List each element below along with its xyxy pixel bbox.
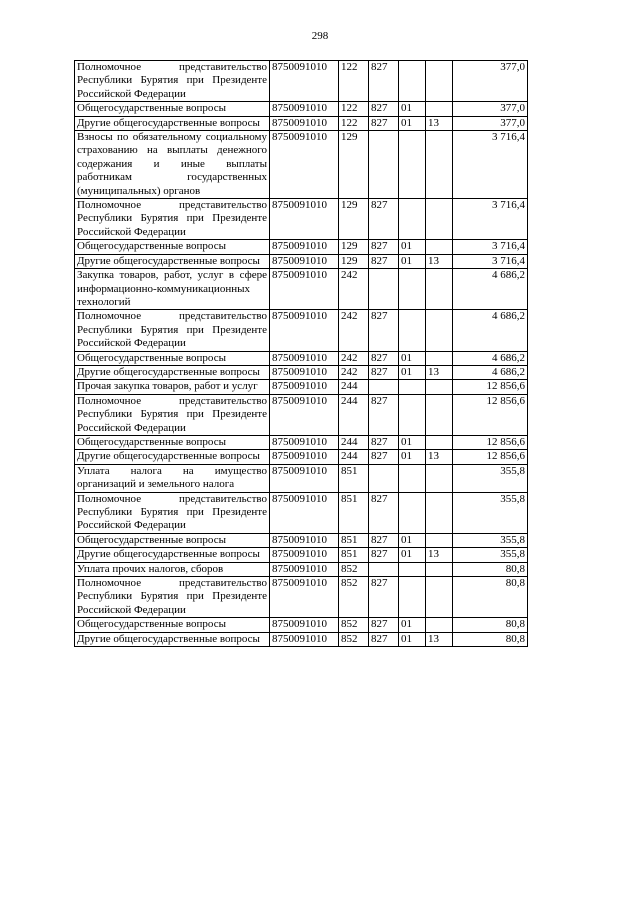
cell-csr: 8750091010 [270, 199, 339, 240]
cell-pr [426, 435, 453, 449]
cell-csr: 8750091010 [270, 310, 339, 351]
cell-gr: 827 [369, 435, 399, 449]
cell-vr: 852 [339, 562, 369, 576]
table-row [75, 254, 528, 268]
cell-rz: 01 [399, 254, 426, 268]
cell-csr: 8750091010 [270, 577, 339, 618]
cell-csr: 8750091010 [270, 61, 339, 102]
cell-sum: 4 686,2 [453, 310, 528, 351]
cell-rz [399, 562, 426, 576]
cell-name: Общегосударственные вопросы [75, 435, 270, 449]
cell-rz [399, 131, 426, 199]
cell-pr: 13 [426, 254, 453, 268]
cell-rz: 01 [399, 351, 426, 365]
cell-pr [426, 240, 453, 254]
cell-rz [399, 380, 426, 394]
cell-csr: 8750091010 [270, 464, 339, 492]
cell-rz [399, 492, 426, 533]
table-row [75, 533, 528, 547]
cell-rz [399, 577, 426, 618]
cell-rz [399, 269, 426, 310]
cell-sum: 4 686,2 [453, 351, 528, 365]
cell-gr: 827 [369, 254, 399, 268]
cell-rz [399, 310, 426, 351]
cell-gr: 827 [369, 365, 399, 379]
table-row [75, 61, 528, 102]
cell-gr: 827 [369, 240, 399, 254]
table-row [75, 240, 528, 254]
budget-table [74, 60, 528, 647]
cell-csr: 8750091010 [270, 548, 339, 562]
cell-pr [426, 492, 453, 533]
cell-rz: 01 [399, 632, 426, 646]
cell-gr: 827 [369, 548, 399, 562]
cell-vr: 244 [339, 450, 369, 464]
cell-name: Полномочное представительство Республики Бурятия при Президенте Российской Федерации [75, 61, 270, 102]
table-row [75, 562, 528, 576]
cell-gr: 827 [369, 618, 399, 632]
cell-csr: 8750091010 [270, 618, 339, 632]
cell-pr: 13 [426, 548, 453, 562]
cell-vr: 852 [339, 632, 369, 646]
cell-name: Общегосударственные вопросы [75, 533, 270, 547]
cell-sum: 12 856,6 [453, 435, 528, 449]
cell-sum: 12 856,6 [453, 380, 528, 394]
cell-rz [399, 464, 426, 492]
cell-gr: 827 [369, 577, 399, 618]
cell-name: Общегосударственные вопросы [75, 102, 270, 116]
cell-pr [426, 533, 453, 547]
cell-sum: 355,8 [453, 548, 528, 562]
cell-vr: 244 [339, 380, 369, 394]
cell-gr: 827 [369, 116, 399, 130]
cell-sum: 80,8 [453, 618, 528, 632]
table-row [75, 310, 528, 351]
cell-vr: 851 [339, 492, 369, 533]
cell-sum: 3 716,4 [453, 199, 528, 240]
cell-name: Другие общегосударственные вопросы [75, 116, 270, 130]
cell-csr: 8750091010 [270, 240, 339, 254]
table-row [75, 492, 528, 533]
cell-name: Полномочное представительство Республики Бурятия при Президенте Российской Федерации [75, 577, 270, 618]
cell-gr: 827 [369, 351, 399, 365]
cell-csr: 8750091010 [270, 269, 339, 310]
cell-rz: 01 [399, 102, 426, 116]
cell-gr: 827 [369, 61, 399, 102]
cell-vr: 122 [339, 116, 369, 130]
cell-rz: 01 [399, 365, 426, 379]
table-row [75, 269, 528, 310]
cell-sum: 377,0 [453, 116, 528, 130]
cell-rz [399, 394, 426, 435]
cell-vr: 129 [339, 199, 369, 240]
cell-gr [369, 464, 399, 492]
cell-sum: 377,0 [453, 61, 528, 102]
cell-rz: 01 [399, 240, 426, 254]
cell-gr [369, 562, 399, 576]
cell-vr: 129 [339, 131, 369, 199]
cell-gr: 827 [369, 199, 399, 240]
cell-sum: 355,8 [453, 464, 528, 492]
cell-csr: 8750091010 [270, 562, 339, 576]
table-row [75, 577, 528, 618]
cell-name: Уплата прочих налогов, сборов [75, 562, 270, 576]
cell-gr [369, 131, 399, 199]
cell-sum: 355,8 [453, 492, 528, 533]
table-row [75, 464, 528, 492]
cell-rz [399, 61, 426, 102]
cell-pr [426, 464, 453, 492]
table-row [75, 435, 528, 449]
table-row [75, 365, 528, 379]
cell-sum: 3 716,4 [453, 254, 528, 268]
cell-vr: 242 [339, 365, 369, 379]
cell-name: Полномочное представительство Республики Бурятия при Президенте Российской Федерации [75, 394, 270, 435]
cell-rz: 01 [399, 435, 426, 449]
cell-sum: 377,0 [453, 102, 528, 116]
cell-pr [426, 310, 453, 351]
cell-name: Взносы по обязательному социальному страхованию на выплаты денежного содержания и иные выплаты работникам государственных (муниципальных) органов [75, 131, 270, 199]
cell-pr [426, 61, 453, 102]
table-body [75, 61, 528, 647]
cell-pr [426, 199, 453, 240]
cell-name: Другие общегосударственные вопросы [75, 632, 270, 646]
table-row [75, 351, 528, 365]
table-row [75, 380, 528, 394]
cell-sum: 80,8 [453, 632, 528, 646]
cell-vr: 852 [339, 618, 369, 632]
cell-vr: 851 [339, 548, 369, 562]
cell-csr: 8750091010 [270, 632, 339, 646]
cell-rz: 01 [399, 450, 426, 464]
cell-pr [426, 562, 453, 576]
cell-gr [369, 269, 399, 310]
cell-csr: 8750091010 [270, 351, 339, 365]
cell-sum: 355,8 [453, 533, 528, 547]
cell-pr [426, 394, 453, 435]
cell-gr [369, 380, 399, 394]
cell-gr: 827 [369, 632, 399, 646]
cell-sum: 3 716,4 [453, 131, 528, 199]
cell-name: Другие общегосударственные вопросы [75, 254, 270, 268]
cell-name: Общегосударственные вопросы [75, 618, 270, 632]
page-number: 298 [311, 30, 329, 42]
cell-pr [426, 618, 453, 632]
table-row [75, 199, 528, 240]
cell-sum: 80,8 [453, 577, 528, 618]
cell-vr: 242 [339, 351, 369, 365]
cell-rz: 01 [399, 548, 426, 562]
cell-sum: 12 856,6 [453, 394, 528, 435]
cell-pr: 13 [426, 632, 453, 646]
cell-pr [426, 577, 453, 618]
cell-pr [426, 351, 453, 365]
cell-name: Другие общегосударственные вопросы [75, 450, 270, 464]
cell-name: Другие общегосударственные вопросы [75, 365, 270, 379]
cell-pr [426, 131, 453, 199]
cell-vr: 852 [339, 577, 369, 618]
cell-gr: 827 [369, 394, 399, 435]
cell-vr: 129 [339, 240, 369, 254]
cell-name: Полномочное представительство Республики Бурятия при Президенте Российской Федерации [75, 492, 270, 533]
cell-name: Общегосударственные вопросы [75, 240, 270, 254]
cell-csr: 8750091010 [270, 116, 339, 130]
table-row [75, 632, 528, 646]
cell-sum: 12 856,6 [453, 450, 528, 464]
table-row [75, 102, 528, 116]
cell-csr: 8750091010 [270, 131, 339, 199]
cell-csr: 8750091010 [270, 492, 339, 533]
cell-name: Полномочное представительство Республики Бурятия при Президенте Российской Федерации [75, 310, 270, 351]
cell-gr: 827 [369, 450, 399, 464]
cell-sum: 4 686,2 [453, 269, 528, 310]
cell-gr: 827 [369, 533, 399, 547]
table-row [75, 618, 528, 632]
table-row [75, 450, 528, 464]
cell-csr: 8750091010 [270, 533, 339, 547]
cell-pr [426, 269, 453, 310]
table-row [75, 131, 528, 199]
cell-gr: 827 [369, 310, 399, 351]
cell-vr: 122 [339, 61, 369, 102]
cell-vr: 851 [339, 533, 369, 547]
cell-pr [426, 102, 453, 116]
table-row [75, 116, 528, 130]
cell-sum: 3 716,4 [453, 240, 528, 254]
cell-csr: 8750091010 [270, 435, 339, 449]
table-row [75, 548, 528, 562]
cell-csr: 8750091010 [270, 380, 339, 394]
cell-pr: 13 [426, 450, 453, 464]
cell-name: Уплата налога на имущество организаций и земельного налога [75, 464, 270, 492]
cell-csr: 8750091010 [270, 450, 339, 464]
cell-name: Другие общегосударственные вопросы [75, 548, 270, 562]
cell-csr: 8750091010 [270, 102, 339, 116]
cell-vr: 242 [339, 310, 369, 351]
cell-vr: 244 [339, 394, 369, 435]
cell-csr: 8750091010 [270, 365, 339, 379]
cell-rz: 01 [399, 116, 426, 130]
cell-vr: 244 [339, 435, 369, 449]
cell-vr: 851 [339, 464, 369, 492]
cell-rz: 01 [399, 618, 426, 632]
cell-pr: 13 [426, 116, 453, 130]
cell-gr: 827 [369, 102, 399, 116]
cell-sum: 80,8 [453, 562, 528, 576]
cell-vr: 122 [339, 102, 369, 116]
cell-sum: 4 686,2 [453, 365, 528, 379]
cell-csr: 8750091010 [270, 394, 339, 435]
cell-rz [399, 199, 426, 240]
cell-gr: 827 [369, 492, 399, 533]
cell-name: Полномочное представительство Республики Бурятия при Президенте Российской Федерации [75, 199, 270, 240]
cell-csr: 8750091010 [270, 254, 339, 268]
cell-name: Общегосударственные вопросы [75, 351, 270, 365]
cell-rz: 01 [399, 533, 426, 547]
cell-vr: 129 [339, 254, 369, 268]
cell-pr: 13 [426, 365, 453, 379]
cell-name: Прочая закупка товаров, работ и услуг [75, 380, 270, 394]
cell-name: Закупка товаров, работ, услуг в сфере информационно-коммуникационных технологий [75, 269, 270, 310]
table-row [75, 394, 528, 435]
cell-pr [426, 380, 453, 394]
cell-vr: 242 [339, 269, 369, 310]
